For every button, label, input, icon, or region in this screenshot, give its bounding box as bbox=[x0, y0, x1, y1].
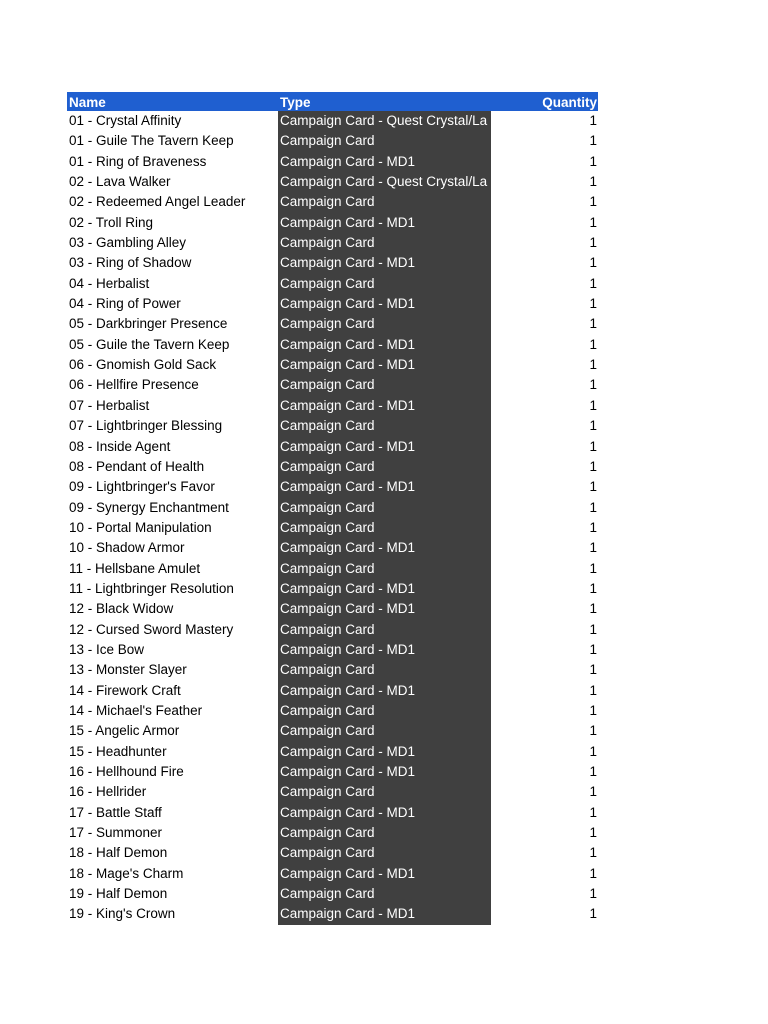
cell-type[interactable]: Campaign Card - MD1 bbox=[278, 762, 491, 782]
table-row bbox=[67, 823, 598, 843]
cell-name[interactable]: 18 - Mage's Charm bbox=[69, 865, 184, 881]
cell-type[interactable]: Campaign Card bbox=[278, 823, 491, 843]
cell-name[interactable]: 02 - Lava Walker bbox=[69, 174, 171, 190]
cell-quantity[interactable]: 1 bbox=[589, 458, 597, 474]
cell-type[interactable]: Campaign Card bbox=[278, 416, 491, 436]
cell-name[interactable]: 13 - Ice Bow bbox=[69, 641, 145, 657]
cell-quantity[interactable]: 1 bbox=[589, 804, 597, 820]
cell-name[interactable]: 12 - Cursed Sword Mastery bbox=[69, 621, 234, 637]
cell-quantity[interactable]: 1 bbox=[589, 336, 597, 352]
cell-name[interactable]: 11 - Hellsbane Amulet bbox=[69, 560, 201, 576]
cell-type[interactable]: Campaign Card - MD1 bbox=[278, 355, 491, 375]
cell-quantity[interactable]: 1 bbox=[589, 865, 597, 881]
cell-quantity[interactable]: 1 bbox=[589, 764, 597, 779]
table-row bbox=[67, 396, 598, 416]
cell-quantity[interactable]: 1 bbox=[589, 784, 597, 800]
cell-name[interactable]: 17 - Battle Staff bbox=[69, 804, 162, 820]
cell-quantity[interactable]: 1 bbox=[589, 255, 597, 271]
cell-quantity[interactable]: 1 bbox=[589, 153, 597, 169]
cell-name[interactable]: 15 - Headhunter bbox=[69, 743, 167, 759]
cell-type[interactable]: Campaign Card bbox=[278, 131, 491, 151]
cell-type[interactable]: Campaign Card - MD1 bbox=[278, 152, 491, 172]
cell-name[interactable]: 04 - Herbalist bbox=[69, 275, 150, 291]
table-row bbox=[67, 457, 598, 477]
cell-quantity[interactable]: 1 bbox=[589, 357, 597, 373]
table-row bbox=[67, 721, 598, 741]
cell-quantity[interactable]: 1 bbox=[589, 723, 597, 739]
cell-type[interactable]: Campaign Card bbox=[278, 884, 491, 904]
cell-quantity[interactable]: 1 bbox=[589, 886, 597, 902]
cell-type[interactable]: Campaign Card - MD1 bbox=[278, 904, 491, 924]
cell-name[interactable]: 13 - Monster Slayer bbox=[69, 662, 187, 678]
cell-name[interactable]: 06 - Hellfire Presence bbox=[69, 377, 199, 393]
cell-name[interactable]: 05 - Guile the Tavern Keep bbox=[69, 336, 230, 352]
cell-quantity[interactable]: 1 bbox=[589, 560, 597, 576]
cell-type[interactable]: Campaign Card bbox=[278, 375, 491, 395]
cell-quantity[interactable]: 1 bbox=[589, 235, 597, 251]
cell-name[interactable]: 18 - Half Demon bbox=[69, 845, 168, 861]
cell-quantity[interactable]: 1 bbox=[589, 499, 597, 515]
table-row bbox=[67, 335, 598, 355]
cell-quantity[interactable]: 1 bbox=[589, 296, 597, 312]
table-row bbox=[67, 192, 598, 212]
cell-name[interactable]: 16 - Hellhound Fire bbox=[69, 764, 184, 779]
cell-name[interactable]: 17 - Summoner bbox=[69, 825, 163, 841]
header-quantity[interactable]: Quantity bbox=[542, 95, 597, 110]
cell-quantity[interactable]: 1 bbox=[589, 540, 597, 556]
cell-type[interactable]: Campaign Card bbox=[278, 701, 491, 721]
table-body bbox=[67, 111, 598, 925]
cell-name[interactable]: 03 - Gambling Alley bbox=[69, 235, 187, 251]
cell-type[interactable]: Campaign Card bbox=[278, 721, 491, 741]
cell-type[interactable]: Campaign Card - MD1 bbox=[278, 579, 491, 599]
cell-type[interactable]: Campaign Card - MD1 bbox=[278, 396, 491, 416]
cell-name[interactable]: 07 - Herbalist bbox=[69, 397, 150, 413]
cell-quantity[interactable]: 1 bbox=[589, 682, 597, 698]
cell-quantity[interactable]: 1 bbox=[589, 580, 597, 596]
cell-quantity[interactable]: 1 bbox=[589, 377, 597, 393]
cell-quantity[interactable]: 1 bbox=[589, 214, 597, 230]
cell-quantity[interactable]: 1 bbox=[589, 662, 597, 678]
cell-type[interactable]: Campaign Card bbox=[278, 192, 491, 212]
cell-type[interactable]: Campaign Card bbox=[278, 518, 491, 538]
cell-name[interactable]: 05 - Darkbringer Presence bbox=[69, 316, 228, 332]
table-row bbox=[67, 742, 598, 762]
table-row bbox=[67, 498, 598, 518]
cell-name[interactable]: 01 - Ring of Braveness bbox=[69, 153, 207, 169]
cell-quantity[interactable]: 1 bbox=[589, 113, 597, 128]
cell-type[interactable]: Campaign Card bbox=[278, 233, 491, 253]
table-row bbox=[67, 864, 598, 884]
table-row bbox=[67, 620, 598, 640]
cell-quantity[interactable]: 1 bbox=[589, 519, 597, 535]
cell-type[interactable]: Campaign Card - MD1 bbox=[278, 599, 491, 619]
table-row bbox=[67, 904, 598, 924]
table-row bbox=[67, 640, 598, 660]
cell-quantity[interactable]: 1 bbox=[589, 906, 597, 922]
table-row bbox=[67, 681, 598, 701]
table-row bbox=[67, 111, 598, 131]
cell-type[interactable]: Campaign Card - MD1 bbox=[278, 213, 491, 233]
table-row bbox=[67, 538, 598, 558]
cell-name[interactable]: 01 - Guile The Tavern Keep bbox=[69, 133, 234, 149]
cell-name[interactable]: 04 - Ring of Power bbox=[69, 296, 181, 312]
cell-name[interactable]: 09 - Lightbringer's Favor bbox=[69, 479, 215, 495]
table-row bbox=[67, 314, 598, 334]
cell-quantity[interactable]: 1 bbox=[589, 641, 597, 657]
cell-quantity[interactable]: 1 bbox=[589, 743, 597, 759]
cell-quantity[interactable]: 1 bbox=[589, 479, 597, 495]
cell-name[interactable]: 08 - Pendant of Health bbox=[69, 458, 205, 474]
table-row bbox=[67, 559, 598, 579]
table-row bbox=[67, 782, 598, 802]
cell-type[interactable]: Campaign Card - Quest Crystal/La bbox=[278, 111, 491, 131]
cell-quantity[interactable]: 1 bbox=[589, 438, 597, 454]
table-row bbox=[67, 375, 598, 395]
spreadsheet-table bbox=[67, 92, 598, 925]
cell-type[interactable]: Campaign Card bbox=[278, 782, 491, 802]
cell-type[interactable]: Campaign Card - MD1 bbox=[278, 864, 491, 884]
cell-type[interactable]: Campaign Card bbox=[278, 843, 491, 863]
cell-type[interactable]: Campaign Card bbox=[278, 620, 491, 640]
cell-type[interactable]: Campaign Card bbox=[278, 559, 491, 579]
table-row bbox=[67, 152, 598, 172]
cell-name[interactable]: 19 - King's Crown bbox=[69, 906, 176, 922]
cell-name[interactable]: 08 - Inside Agent bbox=[69, 438, 171, 454]
table-row bbox=[67, 660, 598, 680]
cell-quantity[interactable]: 1 bbox=[589, 174, 597, 190]
cell-name[interactable]: 10 - Portal Manipulation bbox=[69, 519, 212, 535]
table-row bbox=[67, 253, 598, 273]
cell-name[interactable]: 14 - Firework Craft bbox=[69, 682, 181, 698]
cell-name[interactable]: 03 - Ring of Shadow bbox=[69, 255, 192, 271]
table-row bbox=[67, 518, 598, 538]
cell-name[interactable]: 02 - Redeemed Angel Leader bbox=[69, 194, 246, 210]
table-row bbox=[67, 762, 598, 782]
cell-type[interactable]: Campaign Card - MD1 bbox=[278, 742, 491, 762]
cell-quantity[interactable]: 1 bbox=[589, 702, 597, 718]
cell-name[interactable]: 02 - Troll Ring bbox=[69, 214, 154, 230]
cell-quantity[interactable]: 1 bbox=[589, 418, 597, 434]
header-type[interactable]: Type bbox=[280, 95, 311, 110]
header-name[interactable]: Name bbox=[69, 95, 106, 110]
table-row bbox=[67, 843, 598, 863]
cell-name[interactable]: 06 - Gnomish Gold Sack bbox=[69, 357, 217, 373]
table-row bbox=[67, 213, 598, 233]
cell-name[interactable]: 14 - Michael's Feather bbox=[69, 702, 203, 718]
cell-name[interactable]: 11 - Lightbringer Resolution bbox=[69, 580, 234, 596]
table-row bbox=[67, 274, 598, 294]
table-row bbox=[67, 172, 598, 192]
cell-type[interactable]: Campaign Card - MD1 bbox=[278, 335, 491, 355]
cell-quantity[interactable]: 1 bbox=[589, 601, 597, 617]
cell-quantity[interactable]: 1 bbox=[589, 316, 597, 332]
table-row bbox=[67, 131, 598, 151]
table-row bbox=[67, 477, 598, 497]
cell-quantity[interactable]: 1 bbox=[589, 621, 597, 637]
table-row bbox=[67, 884, 598, 904]
cell-name[interactable]: 01 - Crystal Affinity bbox=[69, 113, 182, 128]
cell-name[interactable]: 12 - Black Widow bbox=[69, 601, 174, 617]
cell-type[interactable]: Campaign Card bbox=[278, 498, 491, 518]
cell-type[interactable]: Campaign Card - MD1 bbox=[278, 253, 491, 273]
table-row bbox=[67, 579, 598, 599]
cell-type[interactable]: Campaign Card - MD1 bbox=[278, 477, 491, 497]
cell-quantity[interactable]: 1 bbox=[589, 825, 597, 841]
cell-type[interactable]: Campaign Card - MD1 bbox=[278, 437, 491, 457]
cell-type[interactable]: Campaign Card - Quest Crystal/La bbox=[278, 172, 491, 192]
cell-type[interactable]: Campaign Card - MD1 bbox=[278, 640, 491, 660]
cell-quantity[interactable]: 1 bbox=[589, 845, 597, 861]
cell-type[interactable]: Campaign Card - MD1 bbox=[278, 803, 491, 823]
cell-name[interactable]: 16 - Hellrider bbox=[69, 784, 147, 800]
table-row bbox=[67, 599, 598, 619]
cell-type[interactable]: Campaign Card - MD1 bbox=[278, 681, 491, 701]
cell-type[interactable]: Campaign Card bbox=[278, 274, 491, 294]
table-row bbox=[67, 294, 598, 314]
cell-name[interactable]: 19 - Half Demon bbox=[69, 886, 168, 902]
table-row bbox=[67, 803, 598, 823]
cell-quantity[interactable]: 1 bbox=[589, 275, 597, 291]
cell-name[interactable]: 10 - Shadow Armor bbox=[69, 540, 185, 556]
cell-type[interactable]: Campaign Card - MD1 bbox=[278, 538, 491, 558]
cell-type[interactable]: Campaign Card bbox=[278, 660, 491, 680]
cell-quantity[interactable]: 1 bbox=[589, 194, 597, 210]
cell-name[interactable]: 07 - Lightbringer Blessing bbox=[69, 418, 223, 434]
cell-type[interactable]: Campaign Card bbox=[278, 457, 491, 477]
cell-name[interactable]: 09 - Synergy Enchantment bbox=[69, 499, 229, 515]
cell-quantity[interactable]: 1 bbox=[589, 397, 597, 413]
cell-type[interactable]: Campaign Card - MD1 bbox=[278, 294, 491, 314]
table-row bbox=[67, 416, 598, 436]
table-row bbox=[67, 701, 598, 721]
table-row bbox=[67, 233, 598, 253]
cell-quantity[interactable]: 1 bbox=[589, 133, 597, 149]
cell-type[interactable]: Campaign Card bbox=[278, 314, 491, 334]
table-header-row bbox=[67, 92, 598, 111]
table-row bbox=[67, 437, 598, 457]
table-row bbox=[67, 355, 598, 375]
cell-name[interactable]: 15 - Angelic Armor bbox=[69, 723, 180, 739]
